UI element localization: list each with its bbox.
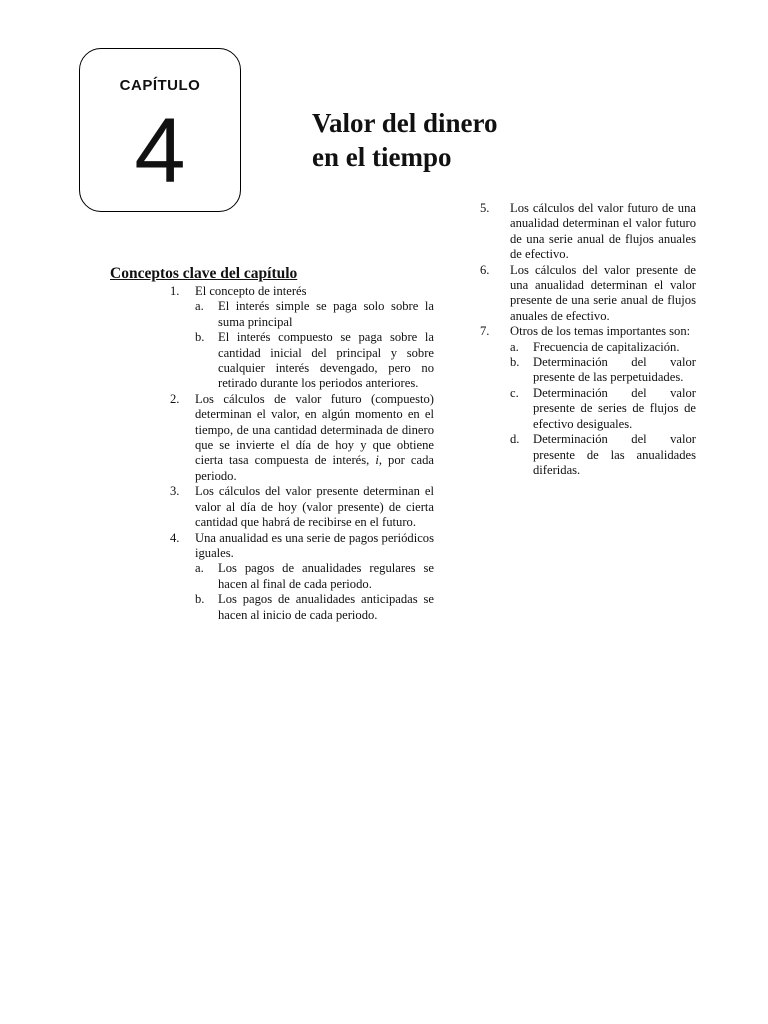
concept-text: El concepto de interés: [195, 284, 307, 298]
concept-number: 4.: [170, 530, 180, 545]
sub-text: Frecuencia de capitalización.: [533, 339, 680, 354]
chapter-title-line2: en el tiempo: [312, 142, 452, 172]
sub-text: Los pagos de anualidades regulares se hacen al final de cada periodo.: [218, 561, 434, 591]
concept-number: 2.: [170, 391, 180, 406]
section-heading: Conceptos clave del capítulo: [110, 265, 298, 282]
concept-item: [480, 201, 696, 263]
concept-number: 3.: [170, 484, 180, 499]
sub-list: [510, 340, 696, 479]
concept-item: [170, 284, 434, 392]
left-concept-list: [170, 284, 434, 623]
right-concept-list: [480, 201, 696, 478]
sub-letter: b.: [195, 592, 205, 607]
concept-text: Los cálculos del valor presente de una anualidad determinan el valor presente de una serie anual de flujos anuales de efectivo.: [510, 262, 696, 323]
concept-item: [170, 484, 434, 530]
sub-text: Determinación del valor presente de series de flujos de efectivo desiguales.: [533, 385, 696, 431]
left-column: [170, 284, 434, 623]
sub-item: [510, 386, 696, 432]
concept-item: [170, 531, 434, 623]
sub-item: [195, 330, 434, 392]
concept-text: Los cálculos del valor presente determinan el valor al día de hoy (valor presente) de cierta cantidad que habrá de recibirse en el futuro.: [195, 484, 434, 530]
sub-letter: a.: [510, 339, 519, 354]
chapter-title-line1: Valor del dinero: [312, 108, 498, 138]
concept-text: Los cálculos del valor futuro de una anualidad determinan el valor futuro de una serie anual de flujos anuales de efectivo.: [510, 201, 696, 262]
right-column: [480, 201, 696, 478]
sub-letter: b.: [195, 330, 205, 345]
sub-list: [195, 561, 434, 623]
sub-text: Los pagos de anualidades anticipadas se hacen al inicio de cada periodo.: [218, 592, 434, 622]
sub-letter: a.: [195, 561, 204, 576]
sub-list: [195, 299, 434, 391]
chapter-number: 4: [134, 100, 186, 202]
concept-text: Otros de los temas importantes son:: [510, 324, 691, 339]
sub-item: [510, 355, 696, 386]
sub-text: El interés simple se paga solo sobre la suma principal: [218, 299, 434, 329]
chapter-box: [79, 48, 241, 212]
sub-letter: b.: [510, 355, 520, 370]
concept-item: [480, 263, 696, 325]
sub-item: [195, 561, 434, 592]
concept-item: [480, 324, 696, 478]
concept-number: 7.: [480, 324, 490, 339]
sub-item: [510, 340, 696, 355]
chapter-title: [312, 106, 498, 174]
sub-item: [510, 432, 696, 478]
concept-number: 6.: [480, 262, 490, 277]
sub-letter: d.: [510, 432, 520, 447]
concept-text: Los cálculos de valor futuro (compuesto) determinan el valor, en algún momento en el tiempo, de una cantidad determinada de dinero que se invierte el día de hoy y que obtiene cierta tasa compuesta de interés, i, por cada periodo.: [195, 391, 434, 483]
sub-letter: a.: [195, 299, 204, 314]
sub-item: [195, 592, 434, 623]
concept-text: Una anualidad es una serie de pagos periódicos iguales.: [195, 530, 434, 560]
sub-text: Determinación del valor presente de las perpetuidades.: [533, 355, 696, 385]
sub-item: [195, 299, 434, 330]
concept-item: [170, 392, 434, 484]
concept-number: 1.: [170, 284, 180, 298]
sub-text: Determinación del valor presente de las anualidades diferidas.: [533, 432, 696, 477]
concept-number: 5.: [480, 201, 490, 215]
sub-text: El interés compuesto se paga sobre la cantidad inicial del principal y sobre cualquier interés devengado, pero no retirado durante los periodos anteriores.: [218, 330, 434, 391]
sub-letter: c.: [510, 385, 519, 400]
chapter-label: CAPÍTULO: [119, 77, 201, 94]
